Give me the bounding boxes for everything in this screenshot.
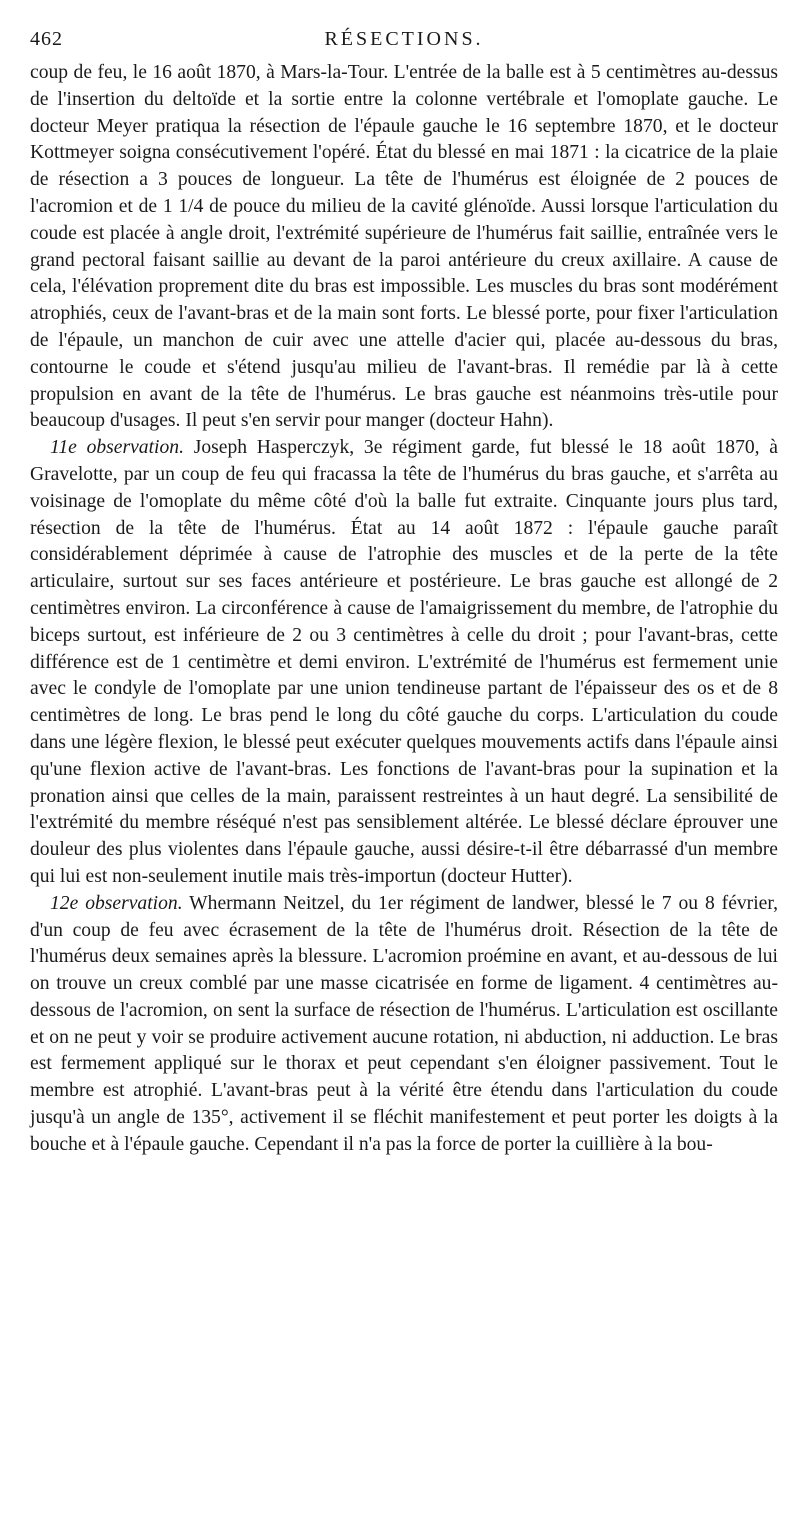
paragraph-1 (30, 60, 778, 435)
observation-label: 12e observation. (50, 892, 183, 914)
page-header (30, 20, 778, 60)
document-page (30, 20, 778, 1159)
paragraph-text: coup de feu, le 16 août 1870, à Mars-la-Tour. L'entrée de la balle est à 5 centimètres au-dessus de l'insertion du deltoïde et la sortie entre la colonne vertébrale et l'omoplate gauche. Le docteur Meyer pratiqua la résection de l'épaule gauche le 16 septembre 1870, et le docteur Kottmeyer soigna consécutivement l'opéré. État du blessé en mai 1871 : la cicatrice de la plaie de résection a 3 pouces de longueur. La tête de l'humérus est éloignée de 2 pouces de l'acromion et de 1 1/4 de pouce du milieu de la cavité glénoïde. Aussi lorsque l'articulation du coude est placée à angle droit, l'extrémité supérieure de l'humérus fait saillie, entraînée vers le grand pectoral faisant saillie au devant de la paroi antérieure du creux axillaire. A cause de cela, l'élévation proprement dite du bras est impossible. Les muscles du bras sont modérément atrophiés, ceux de l'avant-bras et de la main sont forts. Le blessé porte, pour fixer l'articulation de l'épaule, un manchon de cuir avec une attelle d'acier qui, placée au-dessous du bras, contourne le coude et s'étend jusqu'au milieu de l'avant-bras. Il remédie par là à cette propulsion en avant de la tête de l'humérus. Le bras gauche est néanmoins très-utile pour beaucoup d'usages. Il peut s'en servir pour manger (docteur Hahn). (30, 62, 778, 432)
observation-label: 11e observation. (50, 437, 184, 459)
page-number: 462 (30, 28, 63, 50)
paragraph-text: Whermann Neitzel, du 1er régiment de landwer, blessé le 7 ou 8 février, d'un coup de feu avec écrasement de la tête de l'humérus droit. Résection de la tête de l'humérus deux semaines après la blessure. L'acromion proémine en avant, et au-dessous de lui on trouve un creux comblé par une masse cicatrisée en forme de ligament. 4 centimètres au-dessous de l'acromion, on sent la surface de résection de l'humérus. L'articulation est oscillante et on ne peut y voir se produire activement aucune rotation, ni abduction, ni adduction. Le bras est fermement appliqué sur le thorax et peut cependant s'en éloigner passivement. Tout le membre est atrophié. L'avant-bras peut à la vérité être étendu dans l'articulation du coude jusqu'à un angle de 135°, activement il se fléchit manifestement et peut porter les doigts à la bouche et à l'épaule gauche. Cependant il n'a pas la force de porter la cuillière à la bou- (30, 892, 778, 1155)
paragraph-2 (30, 435, 778, 891)
running-head: RÉSECTIONS. (324, 28, 484, 50)
paragraph-3 (30, 891, 778, 1159)
paragraph-text: Joseph Hasperczyk, 3e régiment garde, fut blessé le 18 août 1870, à Gravelotte, par un coup de feu qui fracassa la tête de l'humérus du bras gauche, et s'arrêta au voisinage de l'omoplate du même côté d'où la balle fut extraite. Cinquante jours plus tard, résection de la tête de l'humérus. État au 14 août 1872 : l'épaule gauche paraît considérablement déprimée à cause de l'atrophie des muscles et de la perte de la tête articulaire, surtout sur ses faces antérieure et postérieure. Le bras gauche est allongé de 2 centimètres environ. La circonférence à cause de l'amaigrissement du membre, de l'atrophie du biceps surtout, est inférieure de 2 ou 3 centimètres à celle du droit ; pour l'avant-bras, cette différence est de 1 centimètre et demi environ. L'extrémité de l'humérus est fermement unie avec le condyle de l'omoplate par une union tendineuse partant de l'épaisseur des os et de 8 centimètres de long. Le bras pend le long du côté gauche du corps. L'articulation du coude dans une légère flexion, le blessé peut exécuter quelques mouvements actifs dans l'épaule ainsi qu'une flexion active de l'avant-bras. Les fonctions de l'avant-bras pour la supination et la pronation ainsi que celles de la main, paraissent restreintes à un haut degré. La sensibilité de l'extrémité du membre réséqué n'est pas sensiblement altérée. Le blessé déclare éprouver une douleur des plus violentes dans l'épaule gauche, aussi désire-t-il être débarrassé d'un membre qui lui est non-seulement inutile mais très-importun (docteur Hutter). (30, 437, 778, 887)
